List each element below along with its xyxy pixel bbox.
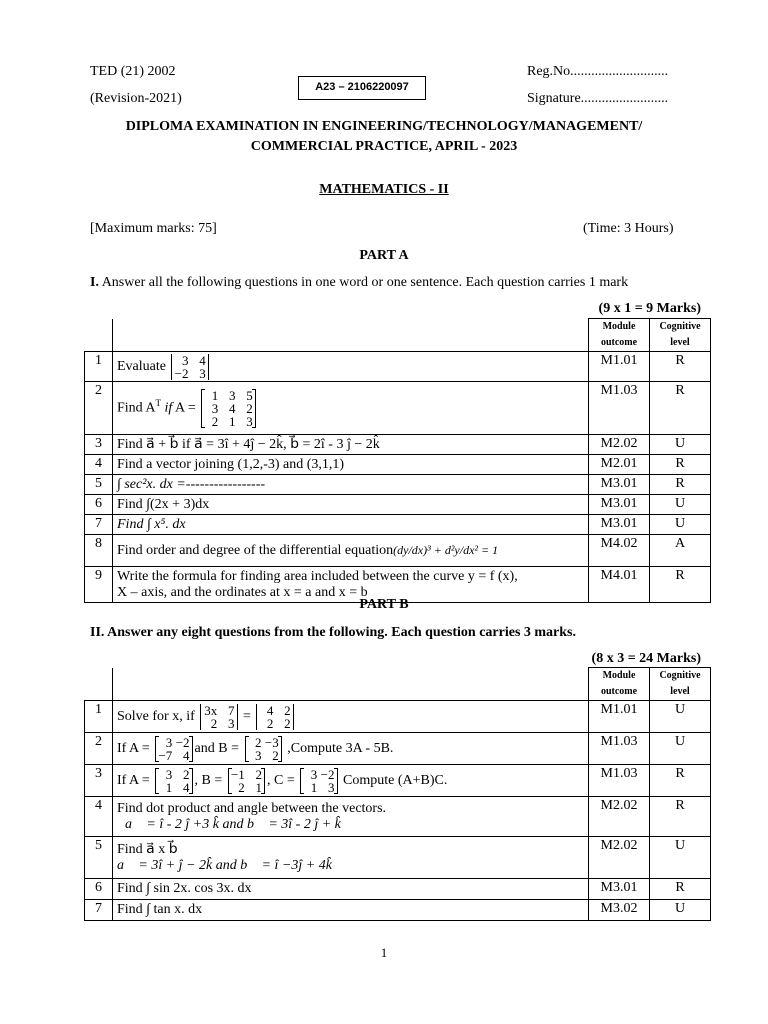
question-text — [113, 797, 589, 837]
exam-title-line2: COMMERCIAL PRACTICE, APRIL - 2023 — [250, 139, 518, 154]
question-text: Find ∫ sin 2x. cos 3x. dx — [113, 879, 589, 900]
signature-field: Signature......................... — [527, 91, 669, 106]
matrix: 3 −2 1 3 — [300, 768, 337, 794]
part-a-instruction-text: Answer all the following questions in one word or one sentence. Each question carries 1 mark — [101, 275, 629, 290]
table-row — [85, 733, 711, 765]
cognitive-level: U — [650, 837, 711, 879]
question-number: 5 — [85, 837, 113, 879]
table-row — [85, 352, 711, 382]
question-text: ∫ sec²x. dx =----------------- — [113, 475, 589, 495]
col-module-outcome: Module outcome — [589, 319, 650, 352]
question-number: 8 — [85, 535, 113, 567]
subject-title: MATHEMATICS - II — [319, 182, 449, 197]
question-label: If A = — [117, 772, 150, 788]
module-outcome: M2.02 — [589, 837, 650, 879]
question-line: a⃗ = 3î + ĵ − 2k̂ and b⃗ = î −3ĵ + 4k̂ — [117, 857, 332, 873]
cognitive-level: R — [650, 567, 711, 603]
question-number: 5 — [85, 475, 113, 495]
question-line: a⃗ = î - 2 ĵ +3 k̂ and b⃗ = 3î - 2 ĵ + k̂ — [125, 816, 341, 832]
cognitive-level: R — [650, 455, 711, 475]
question-line: Write the formula for finding area included between the curve y = f (x), — [117, 568, 518, 584]
question-text: Solve for x, if 3x 7 2 3 = 4 2 2 2 — [113, 701, 589, 733]
question-label: Evaluate — [117, 358, 166, 374]
table-row — [85, 535, 711, 567]
determinant: 3x 7 2 3 — [200, 704, 237, 730]
question-number: 3 — [85, 765, 113, 797]
question-line: Find dot product and angle between the vectors. — [117, 800, 387, 816]
differential-equation: (dy/dx)³ + d²y/dx² = 1 — [393, 543, 499, 557]
table-row — [85, 495, 711, 515]
cognitive-level: R — [650, 797, 711, 837]
module-outcome: M2.02 — [589, 797, 650, 837]
question-text: Find $A^T$ if A = 1 3 5 3 4 2 2 1 3 — [113, 382, 589, 435]
module-outcome: M1.03 — [589, 765, 650, 797]
table-row — [85, 879, 711, 900]
cognitive-level: U — [650, 495, 711, 515]
question-number: 4 — [85, 797, 113, 837]
matrix: 3 −2 −7 4 — [155, 736, 192, 762]
question-text: If A = 3 2 1 4 , B = −1 2 2 1 , C = 3 −2 1 3 Compute (A+B)C. — [113, 765, 589, 797]
module-outcome: M3.01 — [589, 879, 650, 900]
table-row — [85, 900, 711, 921]
question-text: Find a vector joining (1,2,-3) and (3,1,1) — [113, 455, 589, 475]
page-number: 1 — [380, 945, 388, 960]
question-number: 9 — [85, 567, 113, 603]
part-a-marks: (9 x 1 = 9 Marks) — [598, 301, 701, 316]
table-row — [85, 701, 711, 733]
module-outcome: M1.03 — [589, 733, 650, 765]
module-outcome: M3.02 — [589, 900, 650, 921]
question-number: 6 — [85, 879, 113, 900]
revision-label: (Revision-2021) — [90, 91, 182, 106]
question-number: 1 — [85, 352, 113, 382]
cognitive-level: U — [650, 733, 711, 765]
question-text — [113, 837, 589, 879]
part-a-heading: PART A — [359, 248, 409, 263]
question-label: Solve for x, if — [117, 708, 195, 724]
module-outcome: M2.01 — [589, 455, 650, 475]
question-paper-code: A23 – 2106220097 — [298, 76, 426, 100]
part-b-heading: PART B — [359, 597, 409, 612]
question-number: 2 — [85, 733, 113, 765]
table-row — [85, 837, 711, 879]
matrix: 1 3 5 3 4 2 2 1 3 — [201, 389, 256, 428]
table-row — [85, 515, 711, 535]
cognitive-level: R — [650, 879, 711, 900]
matrix: 2 −3 3 2 — [245, 736, 282, 762]
question-text: Find ∫ tan x. dx — [113, 900, 589, 921]
question-tail: ,Compute 3A - 5B. — [287, 740, 394, 756]
col-module-outcome: Module outcome — [589, 668, 650, 701]
part-b-table — [84, 667, 711, 921]
question-text — [113, 352, 589, 382]
col-cognitive-level: Cognitive level — [650, 319, 711, 352]
module-outcome: M4.02 — [589, 535, 650, 567]
cognitive-level: U — [650, 515, 711, 535]
exam-time: (Time: 3 Hours) — [583, 221, 674, 236]
cognitive-level: A — [650, 535, 711, 567]
cognitive-level: U — [650, 701, 711, 733]
module-outcome: M3.01 — [589, 475, 650, 495]
module-outcome: M3.01 — [589, 515, 650, 535]
question-number: 4 — [85, 455, 113, 475]
question-line: Find a⃗ x b⃗ — [117, 841, 178, 857]
table-row — [85, 455, 711, 475]
table-row — [85, 797, 711, 837]
max-marks: [Maximum marks: 75] — [90, 221, 217, 236]
part-b-instruction: II. Answer any eight questions from the following. Each question carries 3 marks. — [90, 625, 577, 640]
question-label: Find A — [117, 400, 156, 416]
question-number: 2 — [85, 382, 113, 435]
module-outcome: M3.01 — [589, 495, 650, 515]
question-number: 1 — [85, 701, 113, 733]
question-number: 3 — [85, 435, 113, 455]
part-b-marks: (8 x 3 = 24 Marks) — [591, 651, 701, 666]
part-a-instruction — [90, 275, 628, 291]
part-a-roman: I. — [90, 275, 99, 290]
col-cognitive-level: Cognitive level — [650, 668, 711, 701]
module-outcome: M2.02 — [589, 435, 650, 455]
matrix: −1 2 2 1 — [228, 768, 265, 794]
question-text: Find ∫(2x + 3)dx — [113, 495, 589, 515]
question-text — [113, 535, 589, 567]
table-row — [85, 765, 711, 797]
course-code: TED (21) 2002 — [90, 64, 176, 79]
module-outcome: M1.01 — [589, 352, 650, 382]
question-number: 7 — [85, 900, 113, 921]
determinant: 4 2 2 2 — [256, 704, 293, 730]
determinant: 3 4 −2 3 — [171, 354, 208, 380]
question-line: X – axis, and the ordinates at x = a and x = b — [117, 584, 368, 600]
question-number: 7 — [85, 515, 113, 535]
question-tail: Compute (A+B)C. — [343, 772, 448, 788]
exam-title-line1: DIPLOMA EXAMINATION IN ENGINEERING/TECHNOLOGY/MANAGEMENT/ — [125, 119, 643, 134]
cognitive-level: R — [650, 765, 711, 797]
cognitive-level: R — [650, 382, 711, 435]
module-outcome: M1.01 — [589, 701, 650, 733]
reg-no-field: Reg.No............................ — [527, 64, 669, 79]
matrix: 3 2 1 4 — [155, 768, 192, 794]
question-number: 6 — [85, 495, 113, 515]
question-text: Find ∫ x⁵. dx — [113, 515, 589, 535]
table-row — [85, 382, 711, 435]
module-outcome: M1.03 — [589, 382, 650, 435]
table-row — [85, 475, 711, 495]
question-text: If A = 3 −2 −7 4 and B = 2 −3 3 2 ,Compute 3A - 5B. — [113, 733, 589, 765]
cognitive-level: R — [650, 475, 711, 495]
cognitive-level: U — [650, 900, 711, 921]
question-text: Find a⃗ + b⃗ if a⃗ = 3î + 4ĵ − 2k̂, b⃗ = 2î - 3 ĵ − 2k̂ — [113, 435, 589, 455]
part-a-table — [84, 318, 711, 603]
cognitive-level: U — [650, 435, 711, 455]
table-row — [85, 435, 711, 455]
module-outcome: M4.01 — [589, 567, 650, 603]
question-label: If A = — [117, 740, 150, 756]
question-label: Find order and degree of the differential equation — [117, 543, 394, 558]
cognitive-level: R — [650, 352, 711, 382]
